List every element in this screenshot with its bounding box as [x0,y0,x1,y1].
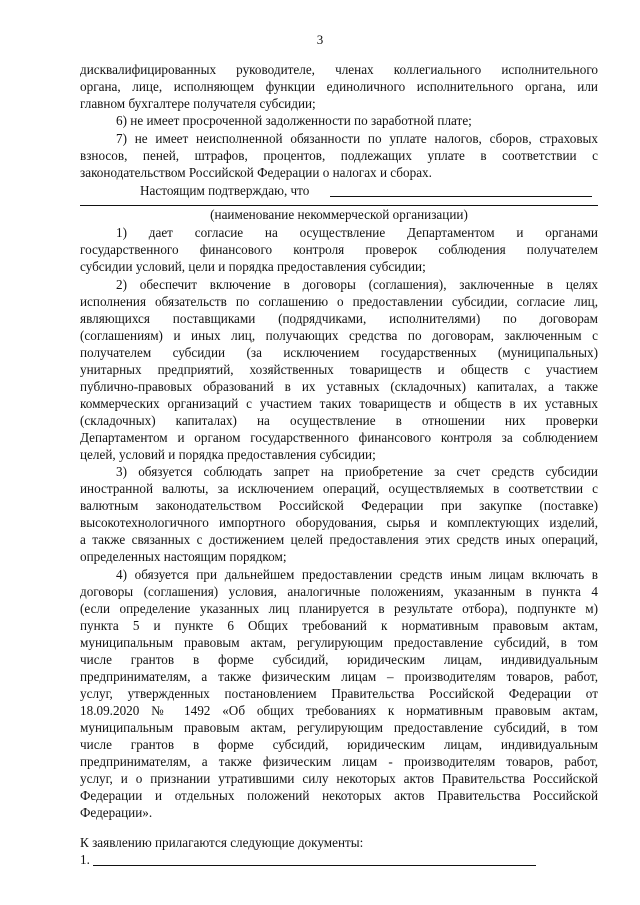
text-line: Федерации». [80,805,153,820]
text-line: 3) обязуется соблюдать запрет на приобретение за счет средств субсидии [116,464,598,479]
text-line: Департаментом и органом государственного финансового контроля за соблюдением [80,430,598,445]
text-line: (складочных) капиталах) на осуществление в отношении них проверки [80,413,598,428]
text-line: являющихся поставщиками (подрядчиками, исполнителями) по договорам [80,311,598,326]
text-line: главном бухгалтере получателя субсидии; [80,96,316,111]
text-line: 2) обеспечит включение в договоры (соглашения), заключенные в целях [116,277,598,292]
text-line: Федерации и отдельных положений некоторых актов Правительства Российской [80,788,598,803]
attachments-label: К заявлению прилагаются следующие документы: [80,835,364,850]
text-line: органа, лице, исполняющем функции единоличного исполнительного органа, или [80,79,598,94]
text-line: 4) обязуется при дальнейшем предоставлении средств иным лицам включать в [116,567,598,582]
text-line: валютным законодательством Российской Федерации при закупке (поставке) [80,498,598,513]
text-line: пункта 5 и пункте 6 Общих требований к нормативным правовым актам, [80,618,598,633]
text-line: муниципальным правовым актам, регулирующим предоставление субсидий, в том [80,635,598,650]
text-line: (соглашениям) и иных лиц, получающих средства по договорам, заключенным с [80,328,598,343]
attachment-item-number: 1. [80,852,90,867]
text-line: высокотехнологичного импортного оборудования, сырья и комплектующих изделий, [80,515,598,530]
org-name-field-line1[interactable] [330,196,592,197]
item-6-text: 6) не имеет просроченной задолженности по заработной плате; [116,113,472,128]
text-line: унитарных предприятий, хозяйственных товариществ и обществ с участием [80,362,598,377]
text-line: субсидии условий, цели и порядка предоставления субсидии; [80,259,426,274]
text-line: взносов, пеней, штрафов, процентов, подлежащих уплате в соответствии с [80,148,598,163]
text-line: услуг, и о признании утратившими силу некоторых актов Правительства Российской [80,771,598,786]
text-line: дисквалифицированных руководителе, членах коллегиального исполнительного [80,62,598,77]
text-line: законодательством Российской Федерации о налогах и сборах. [80,165,432,180]
text-line: целей, условий и порядка предоставления субсидии; [80,447,376,462]
text-line: (если определение указанных лиц планируется в результате отбора), подпункте м) [80,601,598,616]
text-line: государственного финансового контроля проверок соблюдения получателем [80,242,598,257]
text-line: определенных настоящим порядком; [80,549,287,564]
text-line: числе грантов в форме субсидий, юридическим лицам, индивидуальным [80,652,598,667]
confirm-label: Настоящим подтверждаю, что [140,183,310,198]
page-number: 3 [316,32,324,47]
text-line: муниципальным правовым актам, регулирующим предоставление субсидий, в том [80,720,598,735]
text-line: предпринимателям, а также физическим лицам – производителям товаров, работ, [80,669,598,684]
text-line: иностранной валюты, за исключением операций, осуществляемых в соответствии с [80,481,598,496]
text-line: получателем субсидии (за исключением государственных (муниципальных) [80,345,598,360]
text-line: числе грантов в форме субсидий, юридическим лицам, индивидуальным [80,737,598,752]
text-line: коммерческих организаций с участием таких товариществ и обществ в их уставных [80,396,598,411]
text-line: а также связанных с достижением целей предоставления этих средств иных операций, [80,532,598,547]
text-line: услуг, утвержденных постановлением Правительства Российской Федерации от [80,686,598,701]
attachment-item-1-field[interactable] [93,865,536,866]
org-name-caption: (наименование некоммерческой организации) [210,207,468,222]
text-line: 18.09.2020 № 1492 «Об общих требованиях к нормативным правовым актам, [80,703,598,718]
text-line: публично-правовых образований в их уставных (складочных) капиталах, а также [80,379,598,394]
text-line: исполнения обязательств по соглашению о предоставлении субсидии, согласие лиц, [80,294,598,309]
text-line: предпринимателям, а также физическим лицам - производителям товаров, работ, [80,754,598,769]
text-line: 7) не имеет неисполненной обязанности по уплате налогов, сборов, страховых [116,131,598,146]
text-line: 1) дает согласие на осуществление Департаментом и органами [116,225,598,240]
text-line: договоры (соглашения) условия, аналогичные положениям, указанным в пункта 4 [80,584,598,599]
